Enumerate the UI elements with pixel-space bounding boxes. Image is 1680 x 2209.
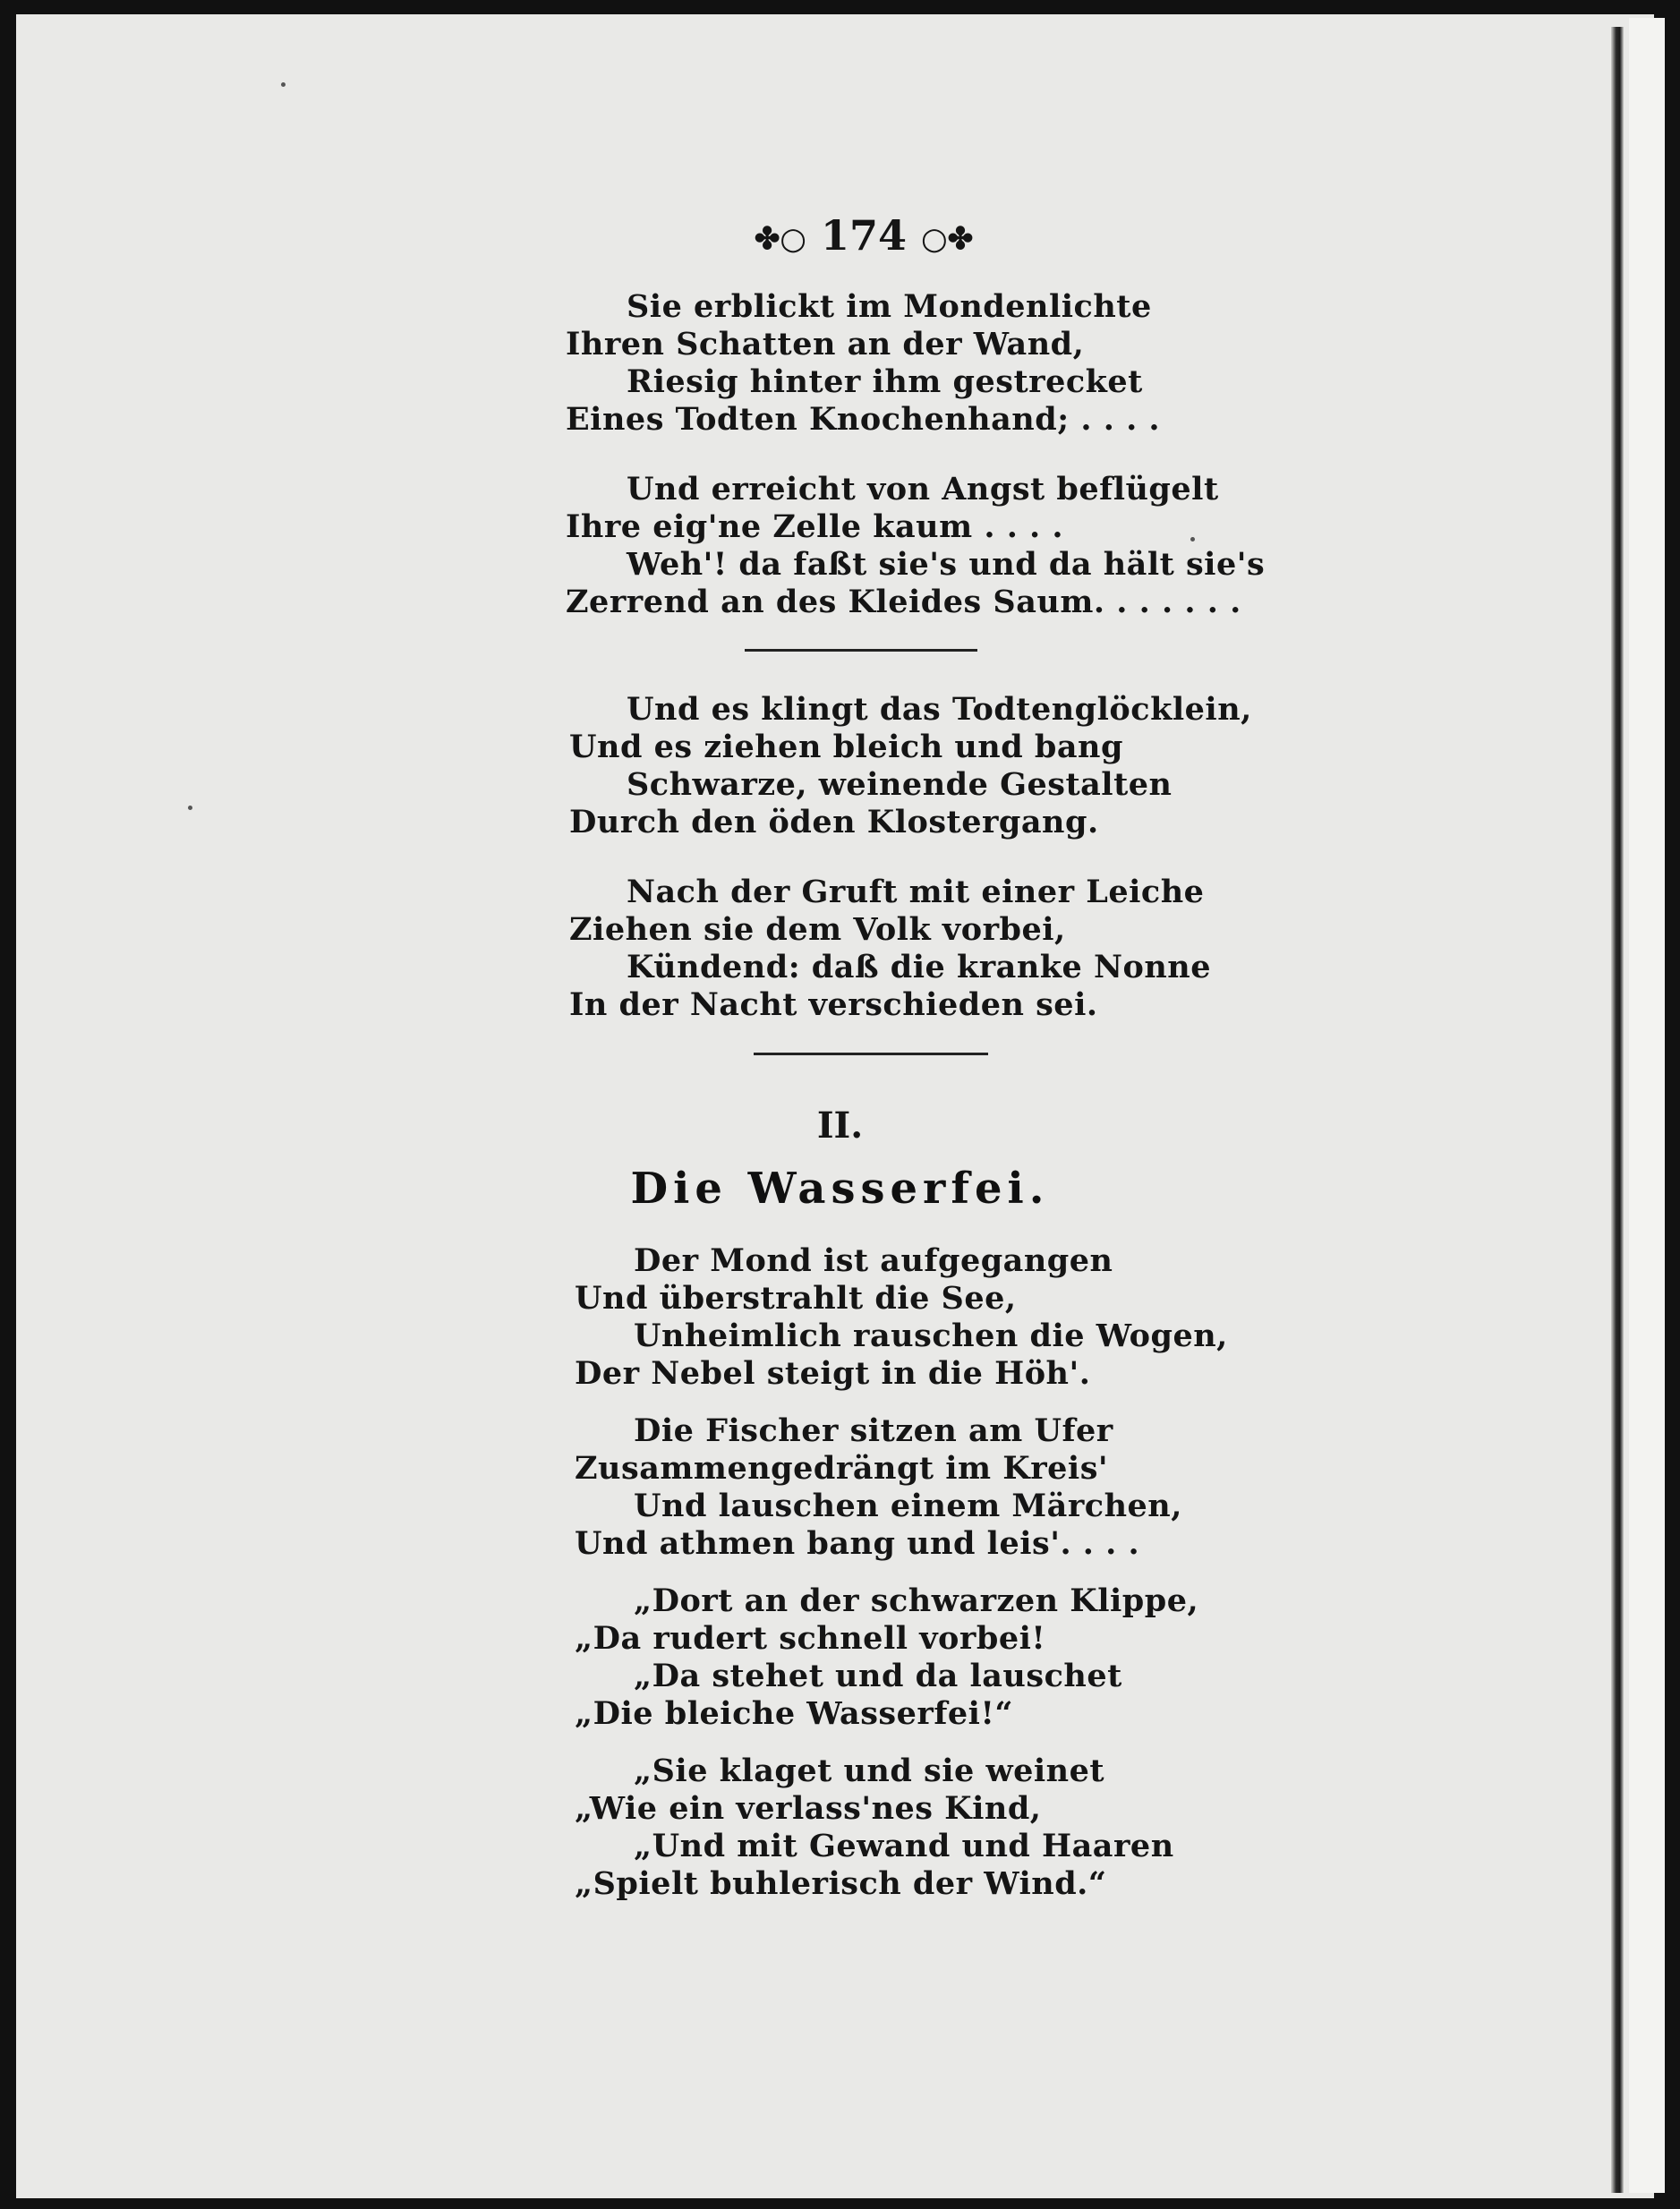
verse-line: Und lauschen einem Märchen, xyxy=(634,1488,1182,1524)
verse-line: Und es klingt das Todtenglöcklein, xyxy=(627,691,1252,728)
verse-line: Der Mond ist aufgegangen xyxy=(634,1242,1113,1279)
verse-line: Kündend: daß die kranke Nonne xyxy=(627,949,1211,985)
verse-line: Zusammengedrängt im Kreis' xyxy=(575,1450,1109,1487)
verse-line: „Da rudert schnell vorbei! xyxy=(575,1620,1046,1657)
ornament-left-icon: ✤○ xyxy=(754,221,806,257)
verse-line: „Die bleiche Wasserfei!“ xyxy=(575,1695,1013,1732)
page-header xyxy=(716,211,1011,265)
verse-line: Nach der Gruft mit einer Leiche xyxy=(627,874,1205,910)
poem-title: Die Wasserfei. xyxy=(630,1164,1050,1214)
verse-line: „Und mit Gewand und Haaren xyxy=(634,1828,1174,1864)
paper-speck xyxy=(281,82,286,87)
verse-line: Ihre eig'ne Zelle kaum . . . . xyxy=(566,508,1064,545)
divider-rule xyxy=(754,1053,988,1055)
verse-line: Eines Todten Knochenhand; . . . . xyxy=(566,401,1161,438)
verse-line: Durch den öden Klostergang. xyxy=(569,804,1099,840)
verse-line: Schwarze, weinende Gestalten xyxy=(627,766,1173,803)
verse-line: Und es ziehen bleich und bang xyxy=(569,729,1123,765)
paper-speck xyxy=(1190,537,1195,542)
page-number: 174 xyxy=(820,211,908,260)
verse-line: Der Nebel steigt in die Höh'. xyxy=(575,1355,1091,1392)
verse-line: „Wie ein verlass'nes Kind, xyxy=(575,1790,1042,1827)
divider-rule xyxy=(745,649,977,652)
verse-line: Weh'! da faßt sie's und da hält sie's xyxy=(627,546,1266,583)
verse-line: Unheimlich rauschen die Wogen, xyxy=(634,1318,1228,1354)
verse-line: Ziehen sie dem Volk vorbei, xyxy=(569,911,1066,948)
verse-line: „Dort an der schwarzen Klippe, xyxy=(634,1582,1199,1619)
verse-line: „Spielt buhlerisch der Wind.“ xyxy=(575,1865,1107,1902)
ornament-right-icon: ○✤ xyxy=(921,221,974,257)
verse-line: Riesig hinter ihm gestrecket xyxy=(627,363,1143,400)
verse-line: Und athmen bang und leis'. . . . xyxy=(575,1525,1140,1562)
section-numeral: II. xyxy=(816,1104,864,1147)
verse-line: Sie erblickt im Mondenlichte xyxy=(627,288,1152,325)
verse-line: „Sie klaget und sie weinet xyxy=(634,1753,1105,1789)
verse-line: Die Fischer sitzen am Ufer xyxy=(634,1412,1113,1449)
verse-line: Zerrend an des Kleides Saum. . . . . . . xyxy=(566,584,1241,620)
verse-line: „Da stehet und da lauschet xyxy=(634,1658,1122,1694)
verse-line: Und erreicht von Angst beflügelt xyxy=(627,471,1219,507)
verse-line: In der Nacht verschieden sei. xyxy=(569,986,1098,1023)
paper-speck xyxy=(188,806,192,810)
verse-line: Und überstrahlt die See, xyxy=(575,1280,1017,1317)
verse-line: Ihren Schatten an der Wand, xyxy=(566,326,1085,362)
